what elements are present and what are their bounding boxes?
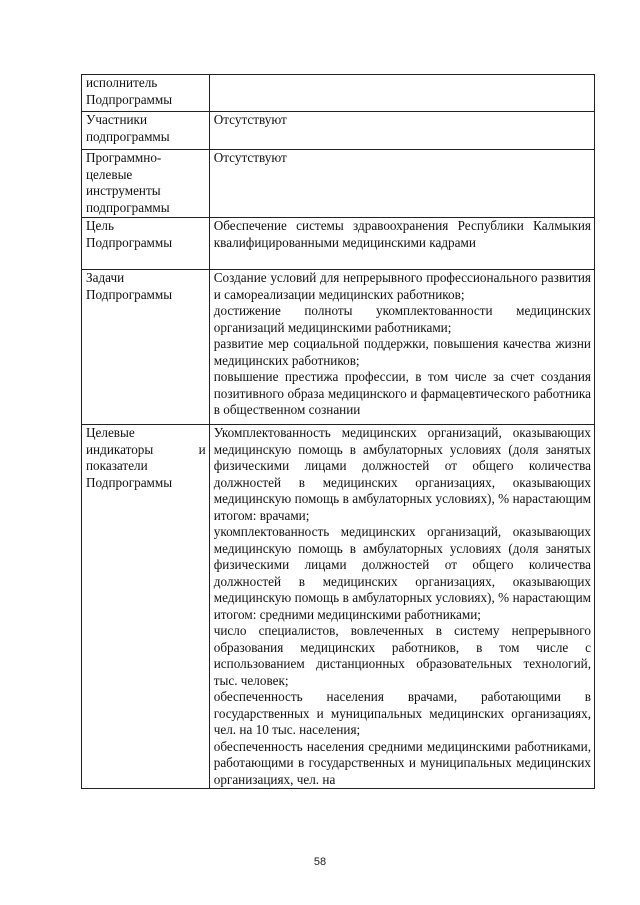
row-value-paragraph: Отсутствуют	[213, 112, 287, 127]
row-value-cell	[209, 270, 594, 425]
row-value-paragraph: Создание условий для непрерывного профессионального развития и самореализации медицинских работников;	[213, 270, 591, 302]
page-number: 58	[313, 856, 327, 868]
row-value-paragraph: повышение престижа профессии, в том числе за счет создания позитивного образа медицинского и фармацевтического работника в общественном сознании	[213, 369, 591, 417]
row-label-cell	[82, 270, 210, 425]
row-label: Целевые индикаторы и показатели Подпрограммы	[86, 425, 206, 490]
row-value-cell	[209, 75, 594, 112]
row-label: Программно- целевые инструменты подпрограммы	[86, 150, 170, 215]
table-row	[82, 425, 595, 789]
passport-table	[81, 74, 595, 789]
row-label: Цель Подпрограммы	[86, 218, 173, 250]
row-label-cell	[82, 425, 210, 789]
row-value-paragraph: Отсутствуют	[213, 150, 287, 165]
row-value-paragraph: обеспеченность населения врачами, работающими в государственных и муниципальных медицинских организациях, чел. на 10 тыс. населения;	[213, 689, 591, 737]
table-row	[82, 218, 595, 270]
row-value-paragraph: укомплектованность медицинских организаций, оказывающих медицинскую помощь в амбулаторных условиях (доля занятых физическими лицами должностей от общего количества должностей в медицинских организациях, оказывающих медицинскую помощь в амбулаторных условиях), % нарастающим итогом: средними медицинскими работниками;	[213, 524, 591, 622]
row-label-cell	[82, 75, 210, 112]
row-label-cell	[82, 112, 210, 150]
table-row	[82, 150, 595, 218]
table-row	[82, 112, 595, 150]
row-value-paragraph: Укомплектованность медицинских организаций, оказывающих медицинскую помощь в амбулаторных условиях (доля занятых физическими лицами должностей от общего количества должностей в медицинских организациях, оказывающих медицинскую помощь в амбулаторных условиях), % нарастающим итогом: врачами;	[213, 425, 591, 523]
table-row	[82, 75, 595, 112]
row-label-cell	[82, 218, 210, 270]
row-value-paragraph: число специалистов, вовлеченных в систему непрерывного образования медицинских работников, в том числе с использованием дистанционных образовательных технологий, тыс. человек;	[213, 623, 591, 688]
row-value-cell	[209, 425, 594, 789]
row-label: Задачи Подпрограммы	[86, 270, 173, 302]
table-row	[82, 270, 595, 425]
row-label: исполнитель Подпрограммы	[86, 75, 173, 107]
row-value-paragraph: развитие мер социальной поддержки, повышения качества жизни медицинских работников;	[213, 336, 591, 368]
row-value-cell	[209, 150, 594, 218]
row-value-paragraph: Обеспечение системы здравоохранения Республики Калмыкия квалифицированными медицинскими кадрами	[213, 218, 591, 250]
row-value-paragraph: обеспеченность населения средними медицинскими работниками, работающими в государственных и муниципальных медицинских организациях, чел. на	[213, 738, 591, 787]
row-value-cell	[209, 112, 594, 150]
row-label-cell	[82, 150, 210, 218]
row-value-paragraph: достижение полноты укомплектованности медицинских организаций медицинскими работниками;	[213, 303, 591, 335]
row-label: Участники подпрограммы	[86, 112, 170, 144]
row-value-cell	[209, 218, 594, 270]
